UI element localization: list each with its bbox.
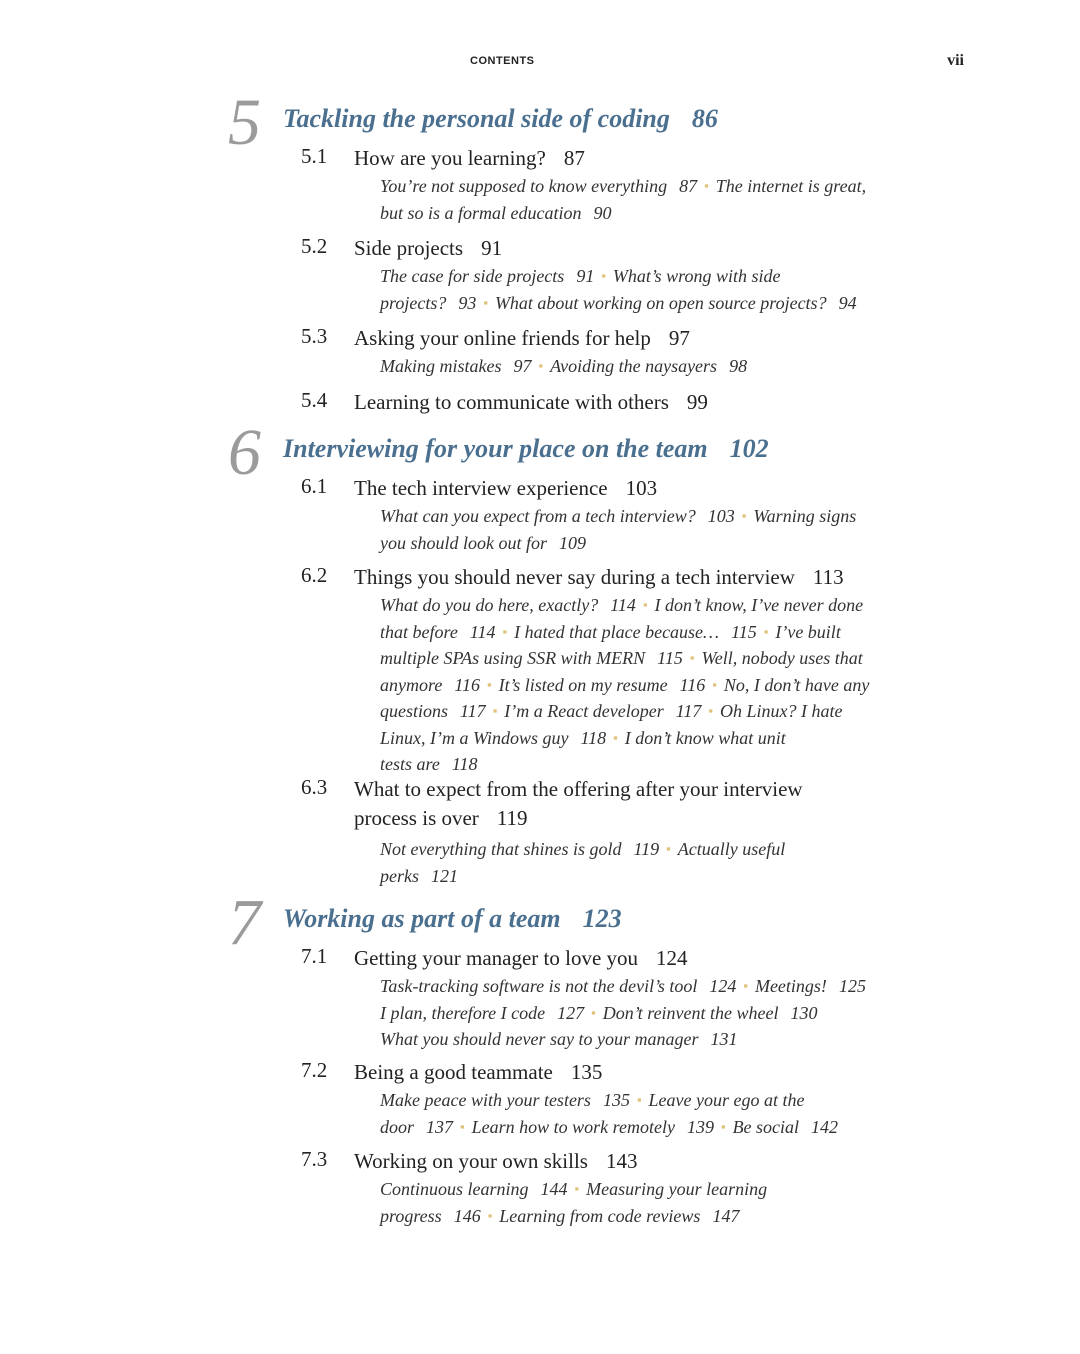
subtopic-page-number: 115 bbox=[731, 621, 757, 642]
subtopic-page-number: 91 bbox=[576, 266, 595, 286]
section-page-number: 103 bbox=[625, 476, 658, 500]
bullet-separator-icon: ▪ bbox=[708, 703, 714, 718]
running-head: CONTENTS bbox=[470, 55, 535, 67]
subtopic-title[interactable]: Task-tracking software is not the devil’s tool bbox=[380, 976, 698, 996]
section-title-link[interactable] bbox=[354, 474, 914, 503]
subtopic-line bbox=[380, 1204, 960, 1231]
subtopic-page-number: 94 bbox=[838, 292, 857, 313]
subtopic-page-number: 118 bbox=[580, 727, 607, 748]
subtopic-title[interactable]: you should look out for bbox=[380, 532, 547, 553]
bullet-separator-icon: ▪ bbox=[502, 623, 508, 639]
chapter-title-link[interactable] bbox=[283, 434, 769, 464]
bullet-separator-icon: ▪ bbox=[591, 1004, 596, 1020]
section-title-text: Asking your online friends for help bbox=[354, 326, 651, 350]
section-page-number: 97 bbox=[668, 326, 690, 350]
section-page-number: 143 bbox=[605, 1149, 638, 1173]
subtopic-title[interactable]: Be social bbox=[732, 1116, 800, 1137]
subtopic-title[interactable]: I’ve built bbox=[775, 621, 841, 642]
bullet-separator-icon: ▪ bbox=[538, 358, 544, 373]
section-number: 5.1 bbox=[301, 144, 328, 168]
subtopic-page-number: 116 bbox=[454, 674, 480, 695]
section-number: 6.1 bbox=[301, 474, 328, 498]
subtopic-page-number: 130 bbox=[790, 1002, 818, 1023]
subtopic-title[interactable]: Don’t reinvent the wheel bbox=[602, 1002, 779, 1023]
section-title-link[interactable] bbox=[354, 324, 914, 353]
section-number: 5.3 bbox=[301, 324, 328, 348]
subtopic-list bbox=[380, 974, 960, 1052]
subtopic-page-number: 142 bbox=[811, 1116, 839, 1137]
subtopic-page-number: 147 bbox=[712, 1205, 740, 1226]
subtopic-title[interactable]: Oh Linux? I hate bbox=[720, 701, 843, 721]
subtopic-title[interactable]: Warning signs bbox=[753, 506, 857, 526]
chapter-title-link[interactable] bbox=[283, 104, 718, 134]
subtopic-title[interactable]: I plan, therefore I code bbox=[380, 1002, 546, 1023]
subtopic-title[interactable]: I’m a React developer bbox=[504, 701, 664, 721]
subtopic-list bbox=[380, 837, 960, 888]
section-number: 6.2 bbox=[301, 563, 328, 587]
subtopic-line bbox=[380, 264, 960, 291]
bullet-separator-icon: ▪ bbox=[642, 597, 648, 612]
section-title-text: Getting your manager to love you bbox=[354, 946, 639, 970]
bullet-separator-icon: ▪ bbox=[574, 1181, 580, 1196]
subtopic-line bbox=[380, 699, 960, 726]
section-title-text: What to expect from the offering after your interview bbox=[354, 777, 803, 801]
bullet-separator-icon: ▪ bbox=[720, 1118, 726, 1134]
subtopic-title[interactable]: What do you do here, exactly? bbox=[380, 595, 599, 615]
section-title-link[interactable] bbox=[354, 144, 914, 173]
chapter-page-number: 123 bbox=[582, 904, 622, 933]
section-title-text-line2: process is over bbox=[354, 806, 479, 830]
subtopic-page-number: 103 bbox=[707, 506, 735, 526]
subtopic-title[interactable]: Learning from code reviews bbox=[499, 1205, 701, 1226]
subtopic-title[interactable]: perks bbox=[380, 865, 419, 886]
section-number: 7.2 bbox=[301, 1058, 328, 1082]
section-title-text: The tech interview experience bbox=[354, 476, 608, 500]
subtopic-line bbox=[380, 201, 960, 226]
section-title-link[interactable] bbox=[354, 1058, 914, 1087]
subtopic-page-number: 116 bbox=[679, 674, 706, 695]
subtopic-line bbox=[380, 673, 960, 700]
section-number: 5.4 bbox=[301, 388, 328, 412]
subtopic-line bbox=[380, 1088, 960, 1115]
subtopic-list bbox=[380, 1088, 960, 1141]
page-number: vii bbox=[947, 52, 964, 69]
bullet-separator-icon: ▪ bbox=[666, 841, 671, 856]
subtopic-page-number: 114 bbox=[610, 595, 636, 615]
subtopic-page-number: 98 bbox=[729, 356, 748, 376]
subtopic-title[interactable]: The case for side projects bbox=[380, 266, 565, 286]
subtopic-title[interactable]: tests are bbox=[380, 754, 440, 774]
subtopic-list bbox=[380, 593, 960, 777]
subtopic-title[interactable]: progress bbox=[380, 1205, 442, 1226]
subtopic-page-number: 90 bbox=[593, 202, 612, 223]
subtopic-line bbox=[380, 752, 960, 777]
subtopic-line bbox=[380, 354, 960, 381]
section-title-text: Things you should never say during a tech interview bbox=[354, 565, 795, 589]
chapter-title-link[interactable] bbox=[283, 904, 622, 934]
bullet-separator-icon: ▪ bbox=[741, 508, 747, 523]
subtopic-title[interactable]: The internet is great, bbox=[715, 176, 867, 196]
subtopic-line bbox=[380, 864, 960, 889]
subtopic-title[interactable]: Continuous learning bbox=[380, 1179, 529, 1199]
section-number: 5.2 bbox=[301, 234, 328, 258]
subtopic-title[interactable]: Not everything that shines is gold bbox=[380, 839, 622, 859]
subtopic-page-number: 115 bbox=[657, 648, 683, 668]
section-title-link[interactable] bbox=[354, 1147, 914, 1176]
subtopic-title[interactable]: No, I don’t have any bbox=[723, 674, 870, 695]
subtopic-page-number: 124 bbox=[709, 976, 737, 996]
section-title-text: Side projects bbox=[354, 236, 464, 260]
subtopic-page-number: 139 bbox=[686, 1116, 714, 1137]
chapter-number: 7 bbox=[228, 886, 261, 959]
chapter-page-number: 102 bbox=[729, 434, 769, 463]
section-title-link[interactable] bbox=[354, 563, 914, 592]
chapter-number: 6 bbox=[228, 416, 261, 489]
section-page-number: 113 bbox=[812, 565, 844, 589]
bullet-separator-icon: ▪ bbox=[613, 729, 618, 745]
subtopic-title[interactable]: I don’t know what unit bbox=[624, 727, 786, 748]
subtopic-line bbox=[380, 726, 960, 753]
subtopic-title[interactable]: What can you expect from a tech interview? bbox=[380, 506, 696, 526]
subtopic-title[interactable]: Linux, I’m a Windows guy bbox=[380, 727, 569, 748]
subtopic-line bbox=[380, 974, 960, 1001]
section-page-number: 119 bbox=[496, 806, 528, 830]
subtopic-title[interactable]: What you should never say to your manager bbox=[380, 1029, 699, 1049]
section-page-number: 99 bbox=[686, 390, 708, 414]
bullet-separator-icon: ▪ bbox=[712, 676, 717, 692]
subtopic-title[interactable]: It’s listed on my resume bbox=[498, 674, 668, 695]
section-page-number: 135 bbox=[570, 1060, 603, 1084]
section-page-number: 91 bbox=[481, 236, 503, 260]
subtopic-line bbox=[380, 174, 960, 201]
subtopic-line bbox=[380, 504, 960, 531]
bullet-separator-icon: ▪ bbox=[487, 1207, 493, 1223]
subtopic-page-number: 114 bbox=[469, 621, 496, 642]
subtopic-list bbox=[380, 504, 960, 555]
bullet-separator-icon: ▪ bbox=[704, 178, 709, 193]
section-number: 7.3 bbox=[301, 1147, 328, 1171]
subtopic-list bbox=[380, 264, 960, 317]
subtopic-page-number: 135 bbox=[602, 1090, 630, 1110]
subtopic-title[interactable]: door bbox=[380, 1116, 415, 1137]
section-title-text: How are you learning? bbox=[354, 146, 546, 170]
section-page-number: 87 bbox=[563, 146, 585, 170]
bullet-separator-icon: ▪ bbox=[492, 703, 498, 718]
subtopic-line bbox=[380, 1001, 960, 1028]
subtopic-page-number: 117 bbox=[460, 701, 486, 721]
subtopic-page-number: 118 bbox=[451, 754, 478, 774]
subtopic-page-number: 117 bbox=[675, 701, 702, 721]
chapter-title-text: Working as part of a team bbox=[283, 904, 561, 933]
subtopic-line bbox=[380, 291, 960, 318]
subtopic-page-number: 119 bbox=[633, 839, 660, 859]
subtopic-title[interactable]: What’s wrong with side bbox=[612, 266, 781, 286]
subtopic-line bbox=[380, 1027, 960, 1052]
subtopic-title[interactable]: I don’t know, I’ve never done bbox=[654, 595, 864, 615]
section-title-text: Being a good teammate bbox=[354, 1060, 553, 1084]
subtopic-page-number: 137 bbox=[426, 1116, 454, 1137]
subtopic-page-number: 125 bbox=[838, 976, 866, 996]
subtopic-title[interactable]: What about working on open source projects? bbox=[494, 292, 827, 313]
subtopic-title[interactable]: but so is a formal education bbox=[380, 202, 582, 223]
bullet-separator-icon: ▪ bbox=[636, 1092, 642, 1107]
bullet-separator-icon: ▪ bbox=[689, 650, 695, 665]
subtopic-title[interactable]: Actually useful bbox=[677, 839, 786, 859]
subtopic-page-number: 146 bbox=[453, 1205, 481, 1226]
bullet-separator-icon: ▪ bbox=[743, 978, 748, 993]
subtopic-page-number: 97 bbox=[513, 356, 532, 376]
subtopic-title[interactable]: Measuring your learning bbox=[586, 1179, 768, 1199]
subtopic-title[interactable]: projects? bbox=[380, 292, 447, 313]
subtopic-line bbox=[380, 1115, 960, 1142]
subtopic-page-number: 127 bbox=[557, 1002, 585, 1023]
subtopic-page-number: 131 bbox=[710, 1029, 738, 1049]
subtopic-line bbox=[380, 620, 960, 647]
bullet-separator-icon: ▪ bbox=[601, 268, 606, 283]
subtopic-title[interactable]: Leave your ego at the bbox=[648, 1090, 805, 1110]
subtopic-page-number: 144 bbox=[540, 1179, 568, 1199]
bullet-separator-icon: ▪ bbox=[460, 1118, 465, 1134]
subtopic-page-number: 109 bbox=[559, 532, 586, 553]
section-number: 6.3 bbox=[301, 775, 328, 799]
subtopic-line bbox=[380, 531, 960, 556]
subtopic-title[interactable]: Well, nobody uses that bbox=[701, 648, 863, 668]
subtopic-title[interactable]: Avoiding the naysayers bbox=[550, 356, 718, 376]
section-title-text: Learning to communicate with others bbox=[354, 390, 669, 414]
subtopic-line bbox=[380, 837, 960, 864]
subtopic-title[interactable]: anymore bbox=[380, 674, 443, 695]
section-number: 7.1 bbox=[301, 944, 328, 968]
bullet-separator-icon: ▪ bbox=[763, 623, 769, 639]
subtopic-title[interactable]: Learn how to work remotely bbox=[471, 1116, 675, 1137]
section-title-link[interactable] bbox=[354, 388, 914, 417]
chapter-title-text: Tackling the personal side of coding bbox=[283, 104, 670, 133]
bullet-separator-icon: ▪ bbox=[483, 294, 488, 310]
subtopic-line bbox=[380, 593, 960, 620]
subtopic-title[interactable]: Making mistakes bbox=[380, 356, 502, 376]
subtopic-list bbox=[380, 354, 960, 381]
chapter-title-text: Interviewing for your place on the team bbox=[283, 434, 708, 463]
chapter-number: 5 bbox=[228, 86, 261, 159]
section-title-link[interactable] bbox=[354, 944, 914, 973]
subtopic-title[interactable]: Make peace with your testers bbox=[380, 1090, 591, 1110]
subtopic-list bbox=[380, 1177, 960, 1230]
section-title-text: Working on your own skills bbox=[354, 1149, 588, 1173]
subtopic-line bbox=[380, 646, 960, 673]
section-title-link[interactable] bbox=[354, 775, 914, 833]
subtopic-line bbox=[380, 1177, 960, 1204]
chapter-page-number: 86 bbox=[691, 104, 718, 133]
subtopic-page-number: 93 bbox=[458, 292, 477, 313]
subtopic-list bbox=[380, 174, 960, 225]
section-title-link[interactable] bbox=[354, 234, 914, 263]
subtopic-title[interactable]: questions bbox=[380, 701, 449, 721]
subtopic-page-number: 87 bbox=[679, 176, 698, 196]
subtopic-title[interactable]: You’re not supposed to know everything bbox=[380, 176, 668, 196]
subtopic-title[interactable]: I hated that place because… bbox=[514, 621, 720, 642]
subtopic-title[interactable]: multiple SPAs using SSR with MERN bbox=[380, 648, 646, 668]
subtopic-page-number: 121 bbox=[431, 865, 458, 886]
section-page-number: 124 bbox=[656, 946, 688, 970]
subtopic-title[interactable]: Meetings! bbox=[754, 976, 827, 996]
bullet-separator-icon: ▪ bbox=[487, 676, 492, 692]
subtopic-title[interactable]: that before bbox=[380, 621, 458, 642]
